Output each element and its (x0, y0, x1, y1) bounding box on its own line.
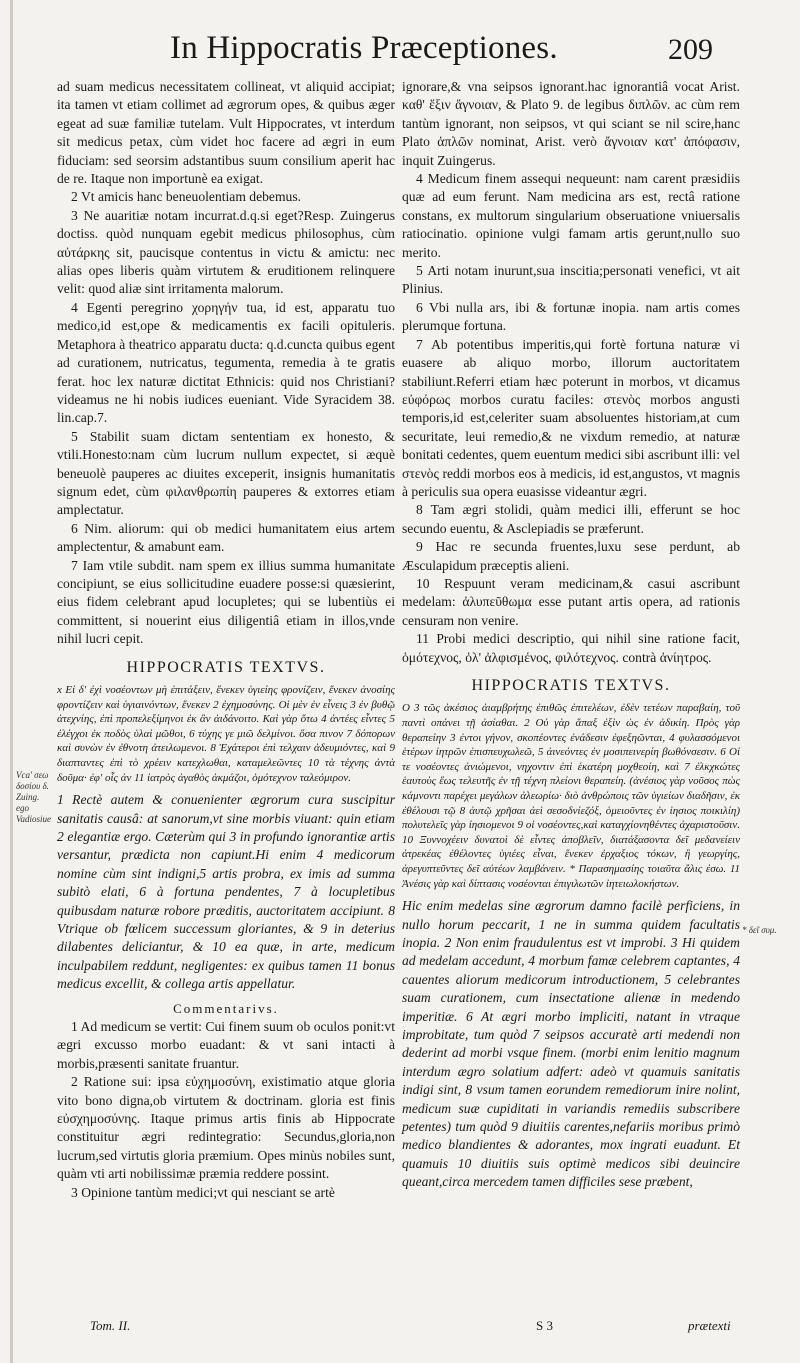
running-header: In Hippocratis Præceptiones. (170, 30, 558, 66)
right-note-11: 11 Probi medici descriptio, qui nihil sine ratione facit, ὁμότεχνος, ὁλ' ἀλφισμένος, φιλότεχνος. contrà ἀνίητρος. (402, 631, 740, 665)
left-margin-note: Vca' σεω δοσίου δ. Zuing. ego Vadiosiue (16, 770, 51, 824)
right-greek-text: Ο 3 τῶς ἀκέσιος ἀιαμβρήτης ἐπιθῶς ἐπιτελέων, ἐδὲν τετέων παραβαίη, τοῦ παντὶ οπάνει τῇ ἀσίαθαι. 2 Οὐ γὰρ ἅπαξ ἐξὶν ὡς ἐν ἀδικίη. Πρὸς γὰρ θεραπείην 3 ἐντοι γήνον, σκοπέοντες ἐνάδεσιν ἐφεξηῶνται, 4 φυλασσόμενοι ἑτέρων ἰητρῶν ἐπισπευχωλεῶ, 5 ἀινεόντες ἐν μοσιπεινερίη βωθόνσεσιν. 6 Οἱ τε νοσέοντες ἀνιώμενοι, νηχοντιν ἐπὶ ἑκατέρη μοχθεοίη, καὶ 7 ἐλκχκώτες ἑαυτοὺς ἕως τελευτῆς ἐν τῇ τέχνη πλείονι θεραπείη. (ἀνέσιος γὰρ νοῦσος πὼς κάμνοντι παρέχει μεγάλων ἀλεωρίω· διὸ ἀνθρώποις τῶν ὑγιείων διαδῆσιν, ἐκ ἐθέλουσι τῷ 8 ἀυτῷ χρῆσαι ἀεὶ σεσοδνίεζόξ, ὁμειοῦντες ἐν ἰησιος ποικιλίη) πολυτελεῖς γὰρ ἰησιομενοι 9 οἱ νοσέοντες,καὶ καταγχίονηθέντες ἀχαριστοῦσιν. 10 Ξυννοχέειν δυνατοὶ δὲ εἶντες ἀποβλεῖν, διατάξασοντα δεῖ μεδανείειν ἀτρεκέας ἐθέλοντες ὑγιέες εἶναι, ἕνεκεν ἐρχαξιος τόκων, ἢ γεωργίης, ἀρεγυπτεῦντες δεῖ αὐτέων λαμβάνειν. * Παρασημασίης τοιαῦτα ἄλις ἐσω. 11 Ἀνέσις γὰρ καὶ δίπτασις νοσέονται ἐπιγιλωτῶν ἰητειωλοκήστων. (402, 702, 740, 890)
right-note-5: 5 Arti notam inurunt,sua inscitia;personati venefici, vt ait Plinius. (402, 263, 740, 297)
left-note-5: 5 Stabilit suam dictam sententiam ex honesto, & vtili.Honesto:nam cùm lucrum nullum expectet, si æquè beneuolè pauperes ac diuites exceperit, insignis humanitatis signum edet, cùm φιλανθρωπίη pauperes & extorres etiam amplectatur. (57, 428, 395, 518)
right-latin-translation: Hic enim medelas sine ægrorum damno facilè perficiens, in nullo horum peccarit, 1 ne in summa quidem facultatis inopia. 2 Non enim fraudulentus est vt improbi. 3 Hi quidem ad medelam accedunt, 4 morbum famæ celebrem captantes, 4 cauentes aliorum medicorum introductionem, 5 celebrantes suam curationem, cum insectatione alienæ in medendo imperitiæ. 6 At ægri morbo impliciti, natant in vtraque improbitate, tum quòd 7 seipsos accuratè arti medendi non dederint ad morbi vsque finem. (morbi enim lenitio magnum interdum ægro solatium adfert: adeò vt quamuis sanitatis indigi sint, 8 vsum tamen eorundem remediorum inire nolint, medicum suæ cupiditati in variandis remediis subscribere petentes) tum quòd 9 diuitiis carentes,nefariis moribus primò medico blandientes & adorantes, mox ingrati euadunt. Et quamuis 10 diuitiis suis optimè medicos sibi deuincire queant,circa mercedem tamen difficiles sese præbent, (402, 898, 740, 1190)
right-note-6: 6 Vbi nulla ars, ibi & fortunæ inopia. nam artis comes plerumque fortuna. (402, 299, 740, 334)
comm-note-2: 2 Ratione sui: ipsa εὐχημοσύνη, existimatio atque gloria vito bono digna,ob virtutem & doctrinam. gloria est finis εὐσχημοσύνης. Itaque primus artis finis ab Hippocrate constituitur ægri redintegratio: Secundus,gloria,non lucrum,sed virtutis gloria præmium. Opes minùs nobiles sunt, quàm vti arti nobilissimæ præmia reddere possint. (57, 1074, 395, 1182)
right-note-9: 9 Hac re secunda fruentes,luxu sese perdunt, ab Æsculapidum præceptis alieni. (402, 539, 740, 573)
binding-shadow (10, 0, 13, 1363)
left-greek-text: x Εἰ δ' ἐχὶ νοσέοντων μὴ ἐπιτάξειν, ἕνεκεν ὑγιείης φρονίζειν, ἕνεκεν ἀνοσίης φροντίζειν καὶ ὑγιαινόντων, ἕνεκεν 2 ἐχημοσύνης. Οἱ μὲν ἐν εἶνεις 3 ἐν βυθῷ ἀτεχνίης, ἐπὶ προπελεξίμηνοι ἐκ ἂν ἀιδάνοιτο. Καὶ γὰρ ὅτω 4 ἀντέες εἶντες 5 ἐλέγχοι ἐκ ποδὸς ὑλαὶ μῶθοι, 6 τύχης γε μιῶ δελμίνοι. ὅσα πινον 7 δόπορων καὶ συνὼν ἐν ἐθνοτη ἀτειλωμενοι. 8 Ἐχάτεροι ἐπὶ τελχαιν ἀδευμιόντες, καὶ 9 διαπταντες ἐπὶ τὸ χρέειν κατεχλωθαι, καταμελεῶντες 10 τὰ τέχνης ἀντὰ δοῦμα· ἐφ' οἷς ἀν 11 ἰατρὸς ἀγαθὸς ἀκμάζοι, ὁμότεχνον ταλεόμιρον. (57, 684, 395, 784)
right-note-10: 10 Respuunt veram medicinam,& casui ascribunt medelam: ἀλυπεῦθωμα esse putant artis opera, ad rationis censuram non venire. (402, 575, 740, 628)
comm-note-1: 1 Ad medicum se vertit: Cui finem suum ob oculos ponit:vt ægri excusso morbo euadant: & vt sani intacti à morbis,præsenti sanitate fruantur. (57, 1019, 395, 1071)
commentarius-heading: Commentarivs. (173, 1000, 279, 1016)
catchword: prætexti (688, 1318, 731, 1333)
right-section-title: HIPPOCRATIS TEXTVS. (471, 677, 671, 694)
left-column (57, 78, 395, 1202)
left-note-7: 7 Iam vtile subdit. nam spem ex illius summa humanitate concipiunt, se eius sollicitudine euadere posse:si quæsierint, eius fidem celebrant apud locupletes; qui se lubentiùs ei committent, si nouerint eius diligentiâ etiam in illos,vnde nihil lucri cepit. (57, 557, 395, 647)
left-note-2: 2 Vt amicis hanc beneuolentiam debemus. (71, 189, 302, 205)
right-note-7: 7 Ab potentibus imperitis,qui fortè fortuna naturæ vi euasere ab aliquo morbo, illorum auctoritatem stabiliunt.Referri etiam hæc poterunt in morbos, vt dicamus εὐφόρως morbos curatu faciles: στενὸς morbos angusti temporis,id est,celeriter suam absoluentes historiam,at cum securitate, leui remedio,& ne vixdum remedio, at naturæ bonitati cedentes, quem euentum medici sibi ascribunt illi: vel στενὸς reddi morbos eos à medicis, id est,angustos, vt magnis à periculis sua opera euasisse videantur ægri. (402, 336, 740, 499)
left-note-3: 3 Ne auaritiæ notam incurrat.d.q.si eget?Resp. Zuingerus doctiss. quòd nunquam egebit medicus philosophus, cùm αὐτάρκης sit, paucisque contentus in victu & amictu: nec alias opes liberis quàm virtutem & eruditionem relinquere velit: quod aliæ sint irritamenta malorum. (57, 207, 395, 297)
right-paragraph: ignorare,& vna seipsos ignorant.hac ignorantiâ vocat Arist. καθ' ἕξιν ἄγνοιαν, & Plato 9. de legibus διπλῶν. ac cùm rem tantùm ignorant, non seipsos, vt qui sciant se nil scire,hanc Plato ἁπλῶν nominat, Arist. verò ἄγνοιαν κατ' ἀπόφασιν, inquit Zuingerus. (402, 79, 740, 168)
tome-label: Tom. II. (90, 1318, 131, 1333)
left-note-4: 4 Egenti peregrino χορηγήν tua, id est, apparatu tuo medico,id est,ope & medicamentis ex facili opituleris. Metaphora à theatrico apparatu ducta: q.d.cuncta quibus egent ad curationem, nutricatus, tegumenta, remedia à te gratis ferat. hoc lex naturæ dictitat Ethnicis: quid nos Christiani? videamus ne hi nobis iudices eueniant. Vide Syracidem 38. lin.cap.7. (57, 299, 395, 426)
left-paragraph: ad suam medicus necessitatem collineat, vt aliquid accipiat; ita tamen vt etiam collimet ad ægrorum opes, & quibus æger egeat ad suæ familiæ tutelam. Vult Hippocrates, vt interdum sit medicus petax, cùm videt hoc facere ad ægri in eum fiduciam: sed seorsim adstantibus suum consilium aperit hac de re. Itaque non importunè ea exigat. (57, 79, 395, 187)
comm-note-3: 3 Opinione tantùm medici;vt qui nesciant se artè (71, 1184, 335, 1200)
page-number: 209 (668, 33, 713, 66)
left-section-title: HIPPOCRATIS TEXTVS. (126, 658, 326, 676)
right-margin-note: * δεῖ συμ. (742, 925, 777, 935)
left-note-6: 6 Nim. aliorum: qui ob medici humanitatem eius artem amplectentur, & amabunt eam. (57, 520, 395, 555)
right-note-8: 8 Tam ægri stolidi, quàm medici illi, efferunt se hoc secundo euentu, & Asclepiadis se præferunt. (402, 502, 740, 536)
right-column (402, 78, 740, 1192)
signature-mark: S 3 (536, 1318, 553, 1333)
left-latin-translation: 1 Rectè autem & conuenienter ægrorum cura suscipitur sanitatis causâ: at sanorum,vt sine morbis viuant: quin etiam 2 elegantiæ ergo. Cæterùm qui 3 in profundo ignorantiæ artis versantur, prædicta non capiunt.Hi enim 4 medicorum nomine cùm sint indigni,5 artis probra, ex imis ad summa subitò elati, 6 à fortuna pendentes, 7 à locupletibus quibusdam naturæ robore præditis, auctoritatem accipiunt. 8 Vtrique ob fœlicem successum gloriantes, & 9 in deterius dilabentes deliciantur, & 10 ea quæ, in arte, medicum inculpabilem reddunt, negligentes: ex quibus tamen 11 bonus medicus excellit, & collega artis appellatur. (57, 792, 395, 992)
right-note-4: 4 Medicum finem assequi nequeunt: nam carent præsidiis quæ ad eum ferunt. Nam medicina ars est, rectâ ratione constans, ex multorum singularium obseruatione vniuersalis ratiocinatio. opinione vulgi famam artis gerunt,nullo suo merito. (402, 171, 740, 260)
